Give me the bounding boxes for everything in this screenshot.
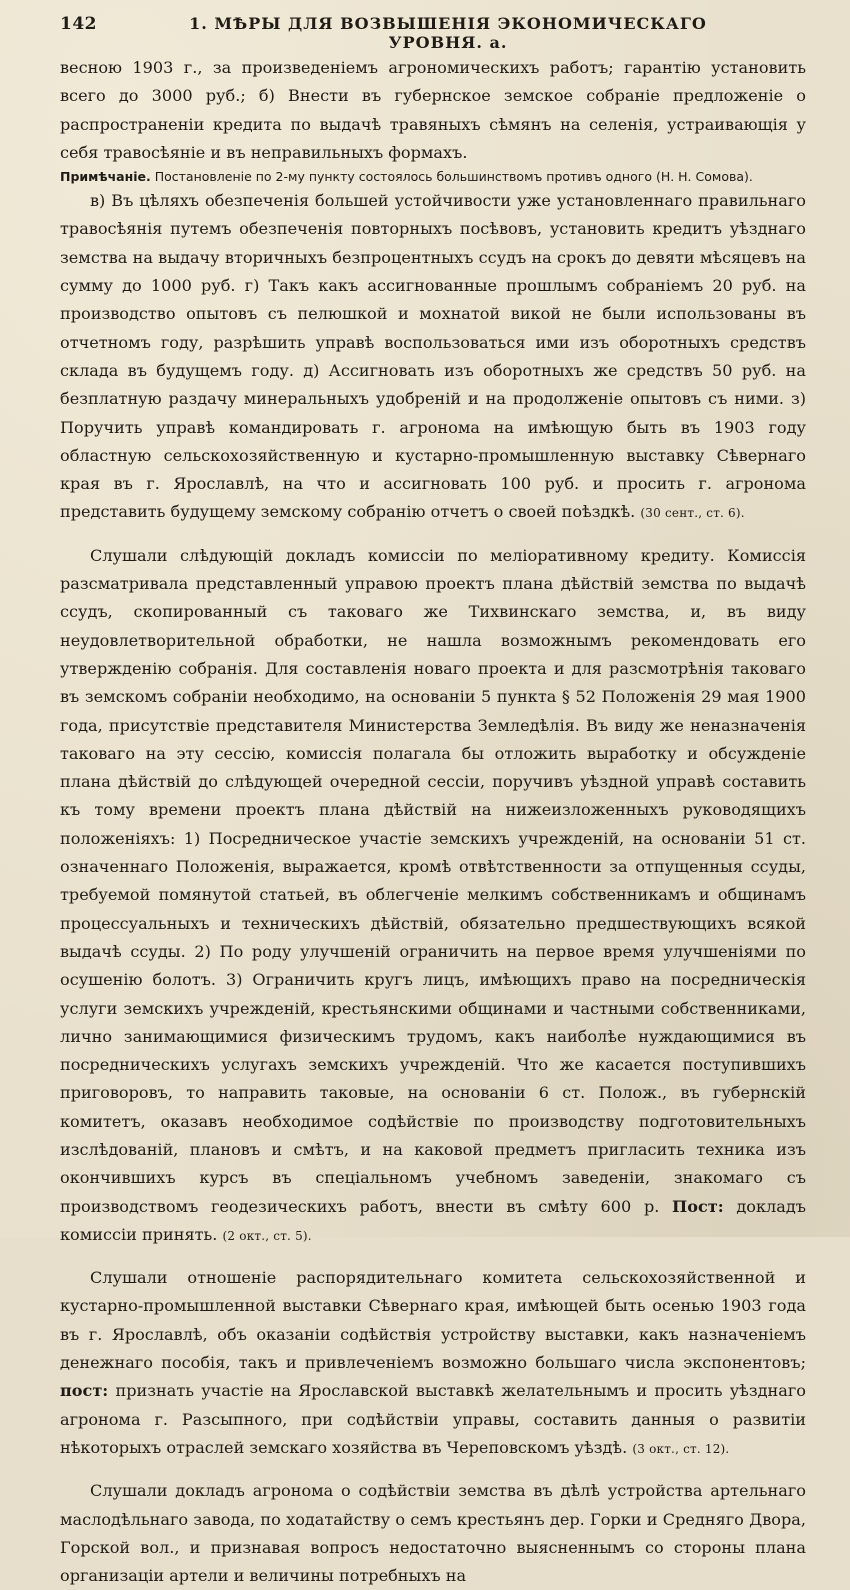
paragraph-credit-text: Слушали слѣдующій докладъ комиссіи по меліоративному кредиту. Комиссія разсматривала представленный управою проектъ плана дѣйствій земства по выдачѣ ссудъ, скопированный съ таковаго же Тихвинскаго земства, и, въ виду неудовлетворительной обработки, не нашла возможнымъ рекомендовать его утвержденію собранія. Для составленія новаго проекта и для разсмотрѣнія таковаго въ земскомъ собраніи необходимо, на основаніи 5 пункта § 52 Положенія 29 мая 1900 года, присутствіе представителя Министерства Земледѣлія. Въ виду же неназначенія таковаго на эту сессію, комиссія полагала бы отложить выработку и обсужденіе плана дѣйствій до слѣдующей очередной сессіи, поручивъ уѣздной управѣ составить къ тому времени проектъ плана дѣйствій на нижеизложенныхъ руководящихъ положеніяхъ: 1) Посредническое участіе земскихъ учрежденій, на основаніи 51 ст. означеннаго Положенія, выражается, кромѣ отвѣтственности за отпущенныя ссуды, требуемой помянутой статьей, въ облегченіе мелкимъ собственникамъ и общинамъ процессуальныхъ и техническихъ дѣйствій, обязательно предшествующихъ всякой выдачѣ ссуды. 2) По роду улучшеній ограничить на первое время улучшеніями по осушенію болотъ. 3) Ограничить кругъ лицъ, имѣющихъ право на посредническія услуги земскихъ учрежденій, крестьянскими общинами и частными собственниками, лично занимающимися физическимъ трудомъ, какъ наиболѣе нуждающимися въ посредническихъ услугахъ земскихъ учрежденій. Что же касается поступившихъ приговоровъ, то направить таковые, на основаніи 6 ст. Полож., въ губернскій комитетъ, оказавъ необходимое содѣйствіе по производству подготовительныхъ изслѣдованій, плановъ и смѣтъ, и на каковой предметъ пригласить техника изъ окончившихъ курсъ въ спеціальномъ учебномъ заведеніи, знакомаго съ производствомъ геодезическихъ работъ, внести въ смѣту 600 р.	[60, 545, 806, 1216]
paragraph-v	[60, 187, 806, 528]
decision-text: докладъ комиссіи принять.	[60, 1196, 806, 1244]
decision-label: пост:	[60, 1381, 109, 1401]
opening-paragraph: весною 1903 г., за произведеніемъ агрономическихъ работъ; гарантію установить всего до 3000 руб.; б) Внести въ губернское земское собраніе предложеніе о распространеніи кредита по выдачѣ травяныхъ сѣмянъ на селенія, устраивающія у себя травосѣяніе и въ неправильныхъ формахъ.	[60, 58, 806, 162]
paragraph-v-text: в) Въ цѣляхъ обезпеченія большей устойчивости уже установленнаго правильнаго травосѣянія путемъ обезпеченія повторныхъ посѣвовъ, установить кредитъ уѣзднаго земства на выдачу вторичныхъ безпроцентныхъ ссудъ на срокъ до девяти мѣсяцевъ на сумму до 1000 руб. г) Такъ какъ ассигнованные прошлымъ собраніемъ 20 руб. на производство опытовъ съ пелюшкой и мохнатой викой не были использованы въ отчетномъ году, разрѣшить управѣ воспользоваться ими изъ оборотныхъ средствъ склада въ будущемъ году. д) Ассигновать изъ оборотныхъ же средствъ 50 руб. на безплатную раздачу минеральныхъ удобреній и на продолженіе опытовъ съ ними. з) Поручить управѣ командировать г. агронома на имѣющую быть въ 1903 году областную сельскохозяйственную и кустарно-промышленную выставку Сѣвернаго края въ г. Ярославлѣ, на что и ассигновать 100 руб. и просить г. агронома представить будущему земскому собранію отчетъ о своей поѣздкѣ.	[60, 191, 806, 522]
decision-text: признать участіе на Ярославской выставкѣ желательнымъ и просить уѣзднаго агронома г. Разсыпного, при содѣйствіи управы, составить данныя о развитіи нѣкоторыхъ отраслей земскаго хозяйства въ Череповскомъ уѣздѣ.	[60, 1381, 806, 1457]
paragraph-dairy: Слушали докладъ агронома о содѣйствіи земства въ дѣлѣ устройства артельнаго маслодѣльнаго завода, по ходатайству о семъ крестьянъ дер. Горки и Средняго Двора, Горской вол., и признавая вопросъ недостаточно выясненнымъ со стороны плана организаціи артели и величины потребныхъ на	[60, 1481, 806, 1586]
page-header	[60, 14, 806, 54]
paragraph-exhibition-text: Слушали отношеніе распорядительнаго комитета сельскохозяйственной и кустарно-промышленной выставки Сѣвернаго края, имѣющей быть осенью 1903 года въ г. Ярославлѣ, объ оказаніи содѣйствія устройству выставки, какъ назначеніемъ денежнаго пособія, такъ и привлеченіемъ возможно большаго числа экспонентовъ;	[60, 1268, 806, 1373]
body-text	[60, 54, 806, 1590]
note-text: Постановленіе по 2-му пункту состоялось большинствомъ противъ одного (Н. Н. Сомова).	[150, 169, 753, 185]
decision-label: Пост:	[672, 1196, 724, 1216]
page-number: 142	[60, 14, 97, 34]
note-label: Примѣчаніе.	[60, 169, 151, 185]
citation: (3 окт., ст. 12).	[632, 1441, 730, 1456]
paragraph-credit	[60, 542, 806, 1250]
running-title: 1. МѢРЫ ДЛЯ ВОЗВЫШЕНІЯ ЭКОНОМИЧЕСКАГО УРОВНЯ. а.	[189, 14, 707, 52]
citation: (30 сент., ст. 6).	[640, 506, 745, 521]
note	[60, 167, 806, 187]
paragraph-exhibition	[60, 1264, 806, 1463]
citation: (2 окт., ст. 5).	[222, 1228, 312, 1243]
